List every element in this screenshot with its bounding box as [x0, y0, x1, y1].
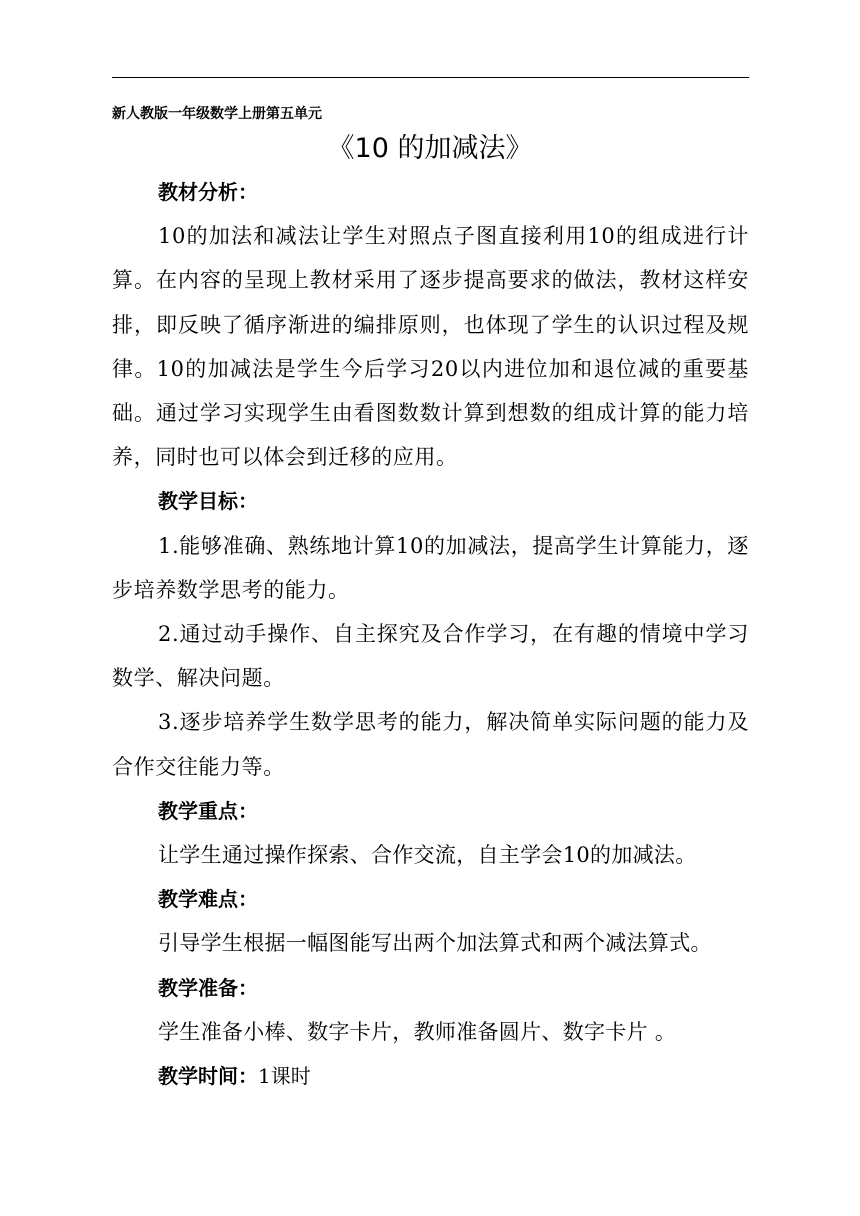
analysis-paragraph: 10的加法和减法让学生对照点子图直接利用10的组成进行计算。在内容的呈现上教材采用了逐步提高要求的做法，教材这样安排，即反映了循序渐进的编排原则，也体现了学生的认识过程及规律。10的加减法是学生今后学习20以内进位加和退位减的重要基础。通过学习实现学生由看图数数计算到想数的组成计算的能力培养，同时也可以体会到迁移的应用。 — [112, 224, 749, 470]
objective-item-3: 3.逐步培养学生数学思考的能力，解决简单实际问题的能力及合作交往能力等。 — [112, 710, 749, 779]
difficulties-heading: 教学难点： — [158, 887, 258, 912]
preparation-paragraph: 学生准备小棒、数字卡片，教师准备圆片、数字卡片 。 — [158, 1019, 677, 1044]
time-label: 教学时间： — [158, 1064, 258, 1089]
objective-item-1: 1.能够准确、熟练地计算10的加减法，提高学生计算能力，逐步培养数学思考的能力。 — [112, 533, 749, 602]
objectives-heading: 教学目标： — [158, 489, 258, 514]
time-line — [112, 1054, 749, 1098]
document-body — [112, 170, 749, 1098]
difficulties-paragraph: 引导学生根据一幅图能写出两个加法算式和两个减法算式。 — [158, 931, 712, 956]
header-rule — [112, 77, 749, 78]
key-points-heading: 教学重点： — [158, 798, 258, 823]
preparation-heading: 教学准备： — [158, 975, 258, 1000]
analysis-heading: 教材分析： — [158, 180, 258, 204]
header-text: 新人教版一年级数学上册第五单元 — [112, 106, 322, 122]
document-title: 《10 的加减法》 — [327, 133, 533, 164]
key-points-paragraph: 让学生通过操作探索、合作交流，自主学会10的加减法。 — [158, 843, 697, 868]
objective-item-2: 2.通过动手操作、自主探究及合作学习，在有趣的情境中学习数学、解决问题。 — [112, 622, 749, 691]
time-value: 1课时 — [258, 1064, 311, 1089]
